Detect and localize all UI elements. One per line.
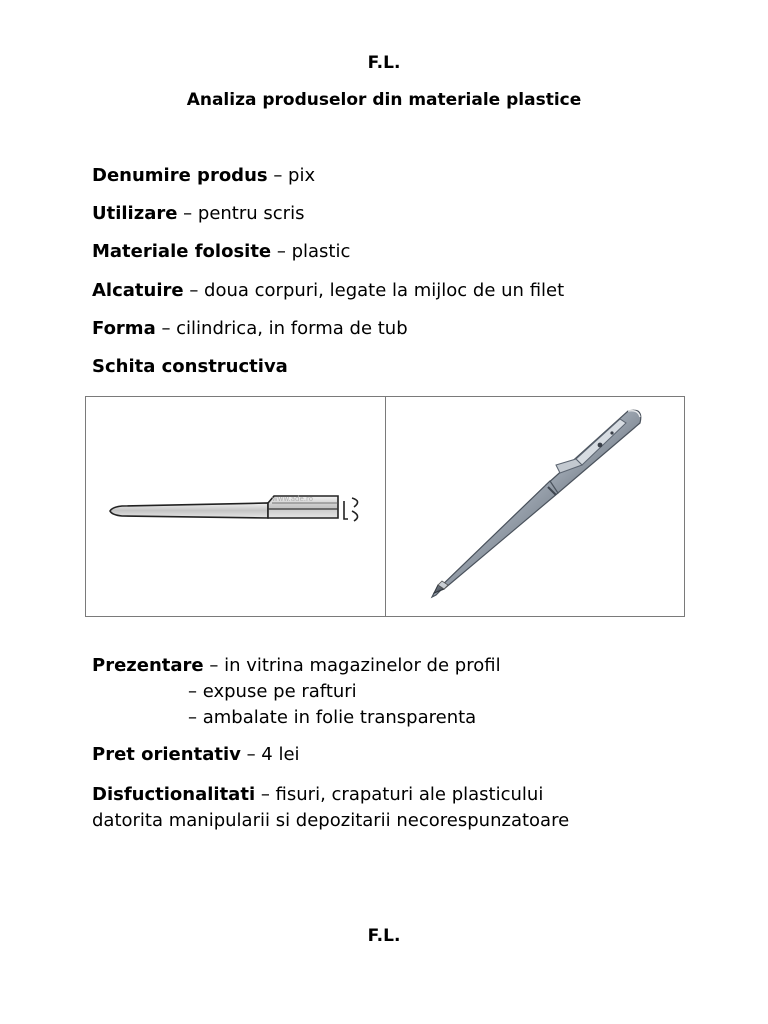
sketch-cell <box>86 397 385 616</box>
malfunctions-label: Disfuctionalitati <box>92 784 256 805</box>
field-label: Denumire produs <box>92 165 268 186</box>
presentation-first: – in vitrina magazinelor de profil <box>203 655 501 676</box>
presentation-item: – ambalate in folie transparenta <box>188 707 477 728</box>
header-code: F.L. <box>367 53 401 73</box>
field-product-name <box>92 165 315 186</box>
document-title: Analiza produselor din materiale plastice <box>186 90 582 110</box>
presentation-item: – expuse pe rafturi <box>188 681 357 702</box>
price-line <box>92 744 300 765</box>
malfunctions-continuation: datorita manipularii si depozitarii necorespunzatoare <box>92 810 570 831</box>
price-label: Pret orientativ <box>92 744 241 765</box>
field-composition <box>92 280 564 301</box>
field-label: Materiale folosite <box>92 241 272 262</box>
field-shape <box>92 318 408 339</box>
field-label: Alcatuire <box>92 280 184 301</box>
pen-sketch-illustration <box>86 397 385 616</box>
field-value: – plastic <box>271 241 351 262</box>
field-materials <box>92 241 350 262</box>
presentation-label: Prezentare <box>92 655 204 676</box>
field-value: – pentru scris <box>177 203 305 224</box>
pen-photo-illustration <box>386 397 685 616</box>
field-value: – doua corpuri, legate la mijloc de un filet <box>183 280 565 301</box>
photo-cell <box>385 397 684 616</box>
field-label: Schita constructiva <box>92 356 288 377</box>
sketch-watermark: www.ade.ro <box>272 495 314 503</box>
field-label: Utilizare <box>92 203 178 224</box>
field-usage <box>92 203 304 224</box>
field-value: – pix <box>267 165 316 186</box>
price-value: – 4 lei <box>240 744 300 765</box>
field-sketch-heading <box>92 356 288 377</box>
field-label: Forma <box>92 318 156 339</box>
presentation-line <box>92 655 501 676</box>
malfunctions-value: – fisuri, crapaturi ale plasticului <box>255 784 544 805</box>
sketch-table <box>85 396 685 617</box>
field-value: – cilindrica, in forma de tub <box>155 318 408 339</box>
footer-code: F.L. <box>367 926 401 946</box>
malfunctions-line <box>92 784 543 805</box>
